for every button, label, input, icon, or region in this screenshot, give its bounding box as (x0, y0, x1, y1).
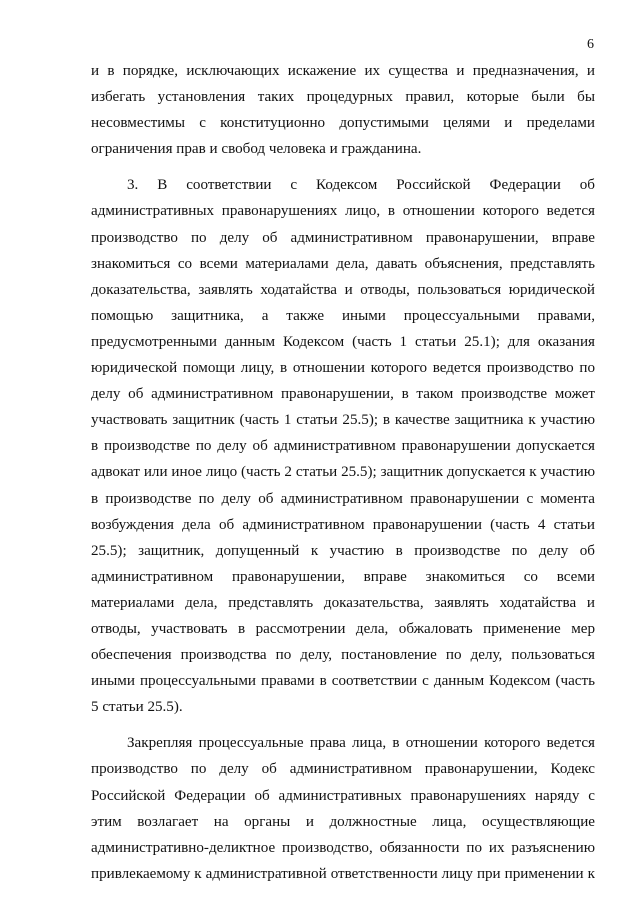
text-line: Российской Федерации об административных правонарушениях наряду с (91, 787, 595, 804)
text-line: делу об административном правонарушении, в таком производстве может (91, 386, 595, 403)
text-line: адвокат или иное лицо (часть 2 статьи 25.5); защитник допускается к участию (91, 464, 595, 481)
text-line: обеспечения производства по делу, постановление по делу, пользоваться (91, 647, 595, 664)
text-line: административно-деликтное производство, обязанности по их разъяснению (91, 839, 595, 856)
text-line: и в порядке, исключающих искажение их существа и предназначения, и (91, 63, 595, 79)
text-line: доказательства, заявлять ходатайства и отводы, пользоваться юридической (91, 281, 595, 298)
text-line: 3. В соответствии с Кодексом Российской Федерации об (127, 177, 595, 194)
text-line: участвовать защитник (часть 1 статьи 25.5); в качестве защитника к участию (91, 412, 595, 429)
text-line: юридической помощи лицу, в отношении которого ведется производство по (91, 360, 595, 377)
text-line: несовместимы с конституционно допустимыми целями и пределами (91, 115, 595, 132)
text-line: избегать установления таких процедурных правил, которые были бы (91, 89, 595, 106)
text-line: знакомиться со всеми материалами дела, давать объяснения, представлять (91, 255, 595, 272)
text-line: возбуждения дела об административном правонарушении (часть 4 статьи (91, 516, 595, 533)
text-line: административном правонарушении, вправе знакомиться со всеми (91, 568, 595, 585)
paragraph (91, 58, 595, 162)
text-line: привлекаемому к административной ответственности лицу при применении к (91, 865, 595, 882)
document-body (91, 58, 595, 887)
text-line: в производстве по делу об административном правонарушении допускается (91, 438, 595, 455)
text-line: Закрепляя процессуальные права лица, в отношении которого ведется (127, 735, 595, 752)
text-line: 5 статьи 25.5). (91, 699, 183, 716)
text-line: административных правонарушениях лицо, в отношении которого ведется (91, 203, 595, 220)
text-line: отводы, участвовать в рассмотрении дела, обжаловать применение мер (91, 620, 595, 637)
text-line: 25.5); защитник, допущенный к участию в производстве по делу об (91, 542, 595, 559)
text-line: иными процессуальными правами в соответствии с данным Кодексом (часть (91, 673, 595, 690)
text-line: ограничения прав и свобод человека и гражданина. (91, 141, 422, 158)
text-line: производство по делу об административном правонарушении, Кодекс (91, 761, 595, 778)
text-line: предусмотренными данным Кодексом (часть 1 статьи 25.1); для оказания (91, 333, 595, 350)
text-line: материалами дела, представлять доказательства, заявлять ходатайства и (91, 594, 595, 611)
paragraph (91, 730, 595, 887)
text-line: помощью защитника, а также иными процессуальными правами, (91, 307, 595, 324)
text-line: этим возлагает на органы и должностные лица, осуществляющие (91, 813, 595, 830)
page-number: 6 (587, 37, 594, 52)
text-line: производство по делу об административном правонарушении, вправе (91, 229, 595, 246)
paragraph (91, 172, 595, 720)
text-line: в производстве по делу об административном правонарушении с момента (91, 490, 595, 507)
